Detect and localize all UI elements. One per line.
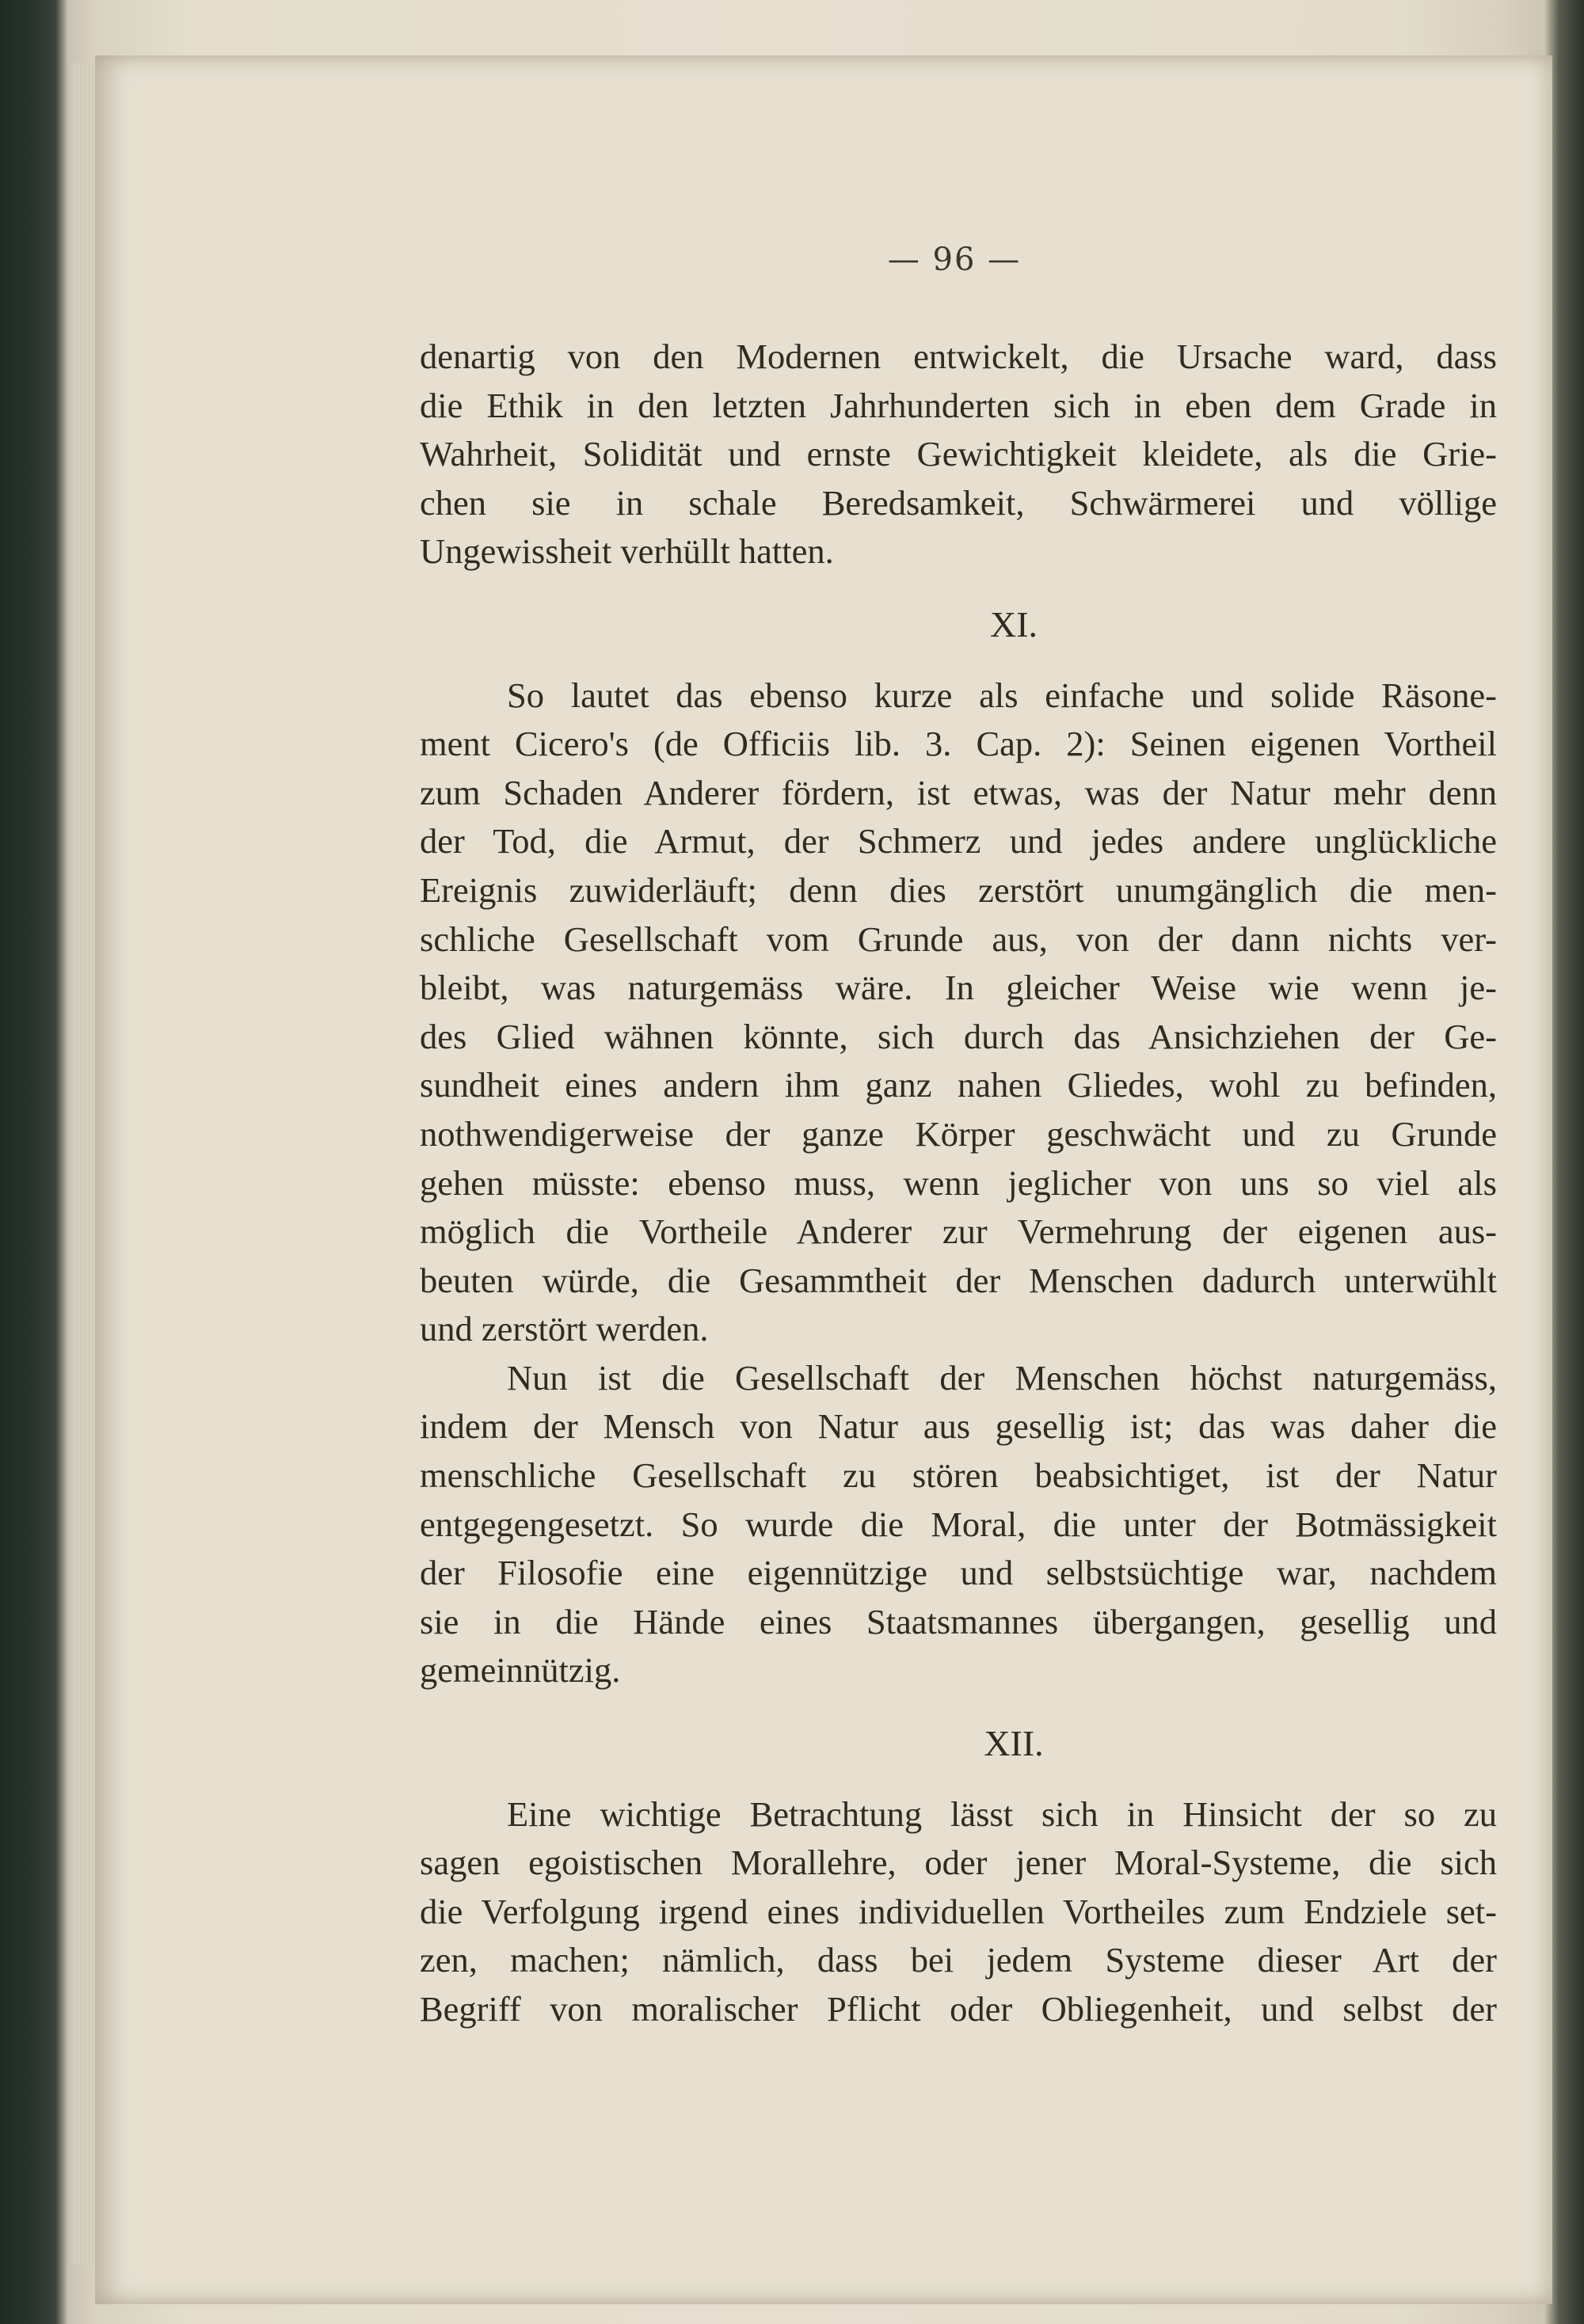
text-line: bleibt, was naturgemäss wäre. In gleicher Weise wie wenn je-	[420, 968, 1497, 1008]
text-line: Ereignis zuwiderläuft; denn dies zerstört unumgänglich die men-	[420, 869, 1497, 910]
text-line: der Filosofie eine eigennützige und selbstsüchtige war, nachdem	[420, 1553, 1497, 1593]
text-line: gemeinnützig.	[420, 1650, 621, 1691]
paragraph-2	[420, 671, 1497, 1354]
text-line: chen sie in schale Beredsamkeit, Schwärmerei und völlige	[420, 482, 1497, 523]
text-line: Ungewissheit verhüllt hatten.	[420, 531, 834, 572]
text-line: und zerstört werden.	[420, 1309, 709, 1349]
text-line: der Tod, die Armut, der Schmerz und jedes andere unglückliche	[420, 821, 1497, 862]
text-line: zen, machen; nämlich, dass bei jedem Systeme dieser Art der	[420, 1940, 1497, 1980]
text-line: entgegengesetzt. So wurde die Moral, die unter der Botmässigkeit	[420, 1504, 1497, 1544]
section-heading-xii: XII.	[984, 1723, 1044, 1764]
text-line: ment Cicero's (de Officiis lib. 3. Cap. 2): Seinen eigenen Vortheil	[420, 724, 1497, 764]
text-line: denartig von den Modernen entwickelt, die Ursache ward, dass	[420, 337, 1497, 376]
paragraph-3	[420, 1354, 1497, 1695]
text-line: Nun ist die Gesellschaft der Menschen höchst naturgemäss,	[507, 1357, 1497, 1398]
text-line: indem der Mensch von Natur aus gesellig ist; das was daher die	[420, 1406, 1497, 1447]
text-line: sundheit eines andern ihm ganz nahen Gliedes, wohl zu befinden,	[420, 1065, 1497, 1105]
text-line: Eine wichtige Betrachtung lässt sich in Hinsicht der so zu	[507, 1793, 1497, 1834]
text-line: die Verfolgung irgend eines individuellen Vortheiles zum Endziele set-	[420, 1891, 1497, 1931]
text-line: die Ethik in den letzten Jahrhunderten sich in eben dem Grade in	[420, 385, 1497, 425]
page-text	[420, 333, 1497, 2034]
text-line: beuten würde, die Gesammtheit der Menschen dadurch unterwühlt	[420, 1260, 1497, 1300]
text-line: möglich die Vortheile Anderer zur Vermehrung der eigenen aus-	[420, 1211, 1497, 1252]
text-line: zum Schaden Anderer fördern, ist etwas, was der Natur mehr denn	[420, 772, 1497, 812]
text-line: nothwendigerweise der ganze Körper geschwächt und zu Grunde	[420, 1113, 1497, 1154]
text-line: des Glied wähnen könnte, sich durch das Ansichziehen der Ge-	[420, 1016, 1497, 1056]
text-line: So lautet das ebenso kurze als einfache und solide Räsone-	[507, 675, 1497, 715]
text-line: sie in die Hände eines Staatsmannes übergangen, gesellig und	[420, 1601, 1497, 1641]
page-number: — 96 —	[887, 242, 1022, 278]
section-heading-xi: XI.	[989, 603, 1038, 645]
paragraph-4	[420, 1790, 1497, 2034]
text-line: gehen müsste: ebenso muss, wenn jeglicher von uns so viel als	[420, 1162, 1497, 1203]
text-line: menschliche Gesellschaft zu stören beabsichtiget, ist der Natur	[420, 1455, 1497, 1496]
text-line: sagen egoistischen Morallehre, oder jener Moral-Systeme, die sich	[420, 1843, 1497, 1883]
text-line: schliche Gesellschaft vom Grunde aus, von der dann nichts ver-	[420, 919, 1497, 959]
text-line: Begriff von moralischer Pflicht oder Obliegenheit, und selbst der	[420, 1989, 1497, 2029]
paragraph-1	[420, 333, 1497, 576]
text-line: Wahrheit, Solidität und ernste Gewichtigkeit kleidete, als die Grie-	[420, 434, 1497, 474]
